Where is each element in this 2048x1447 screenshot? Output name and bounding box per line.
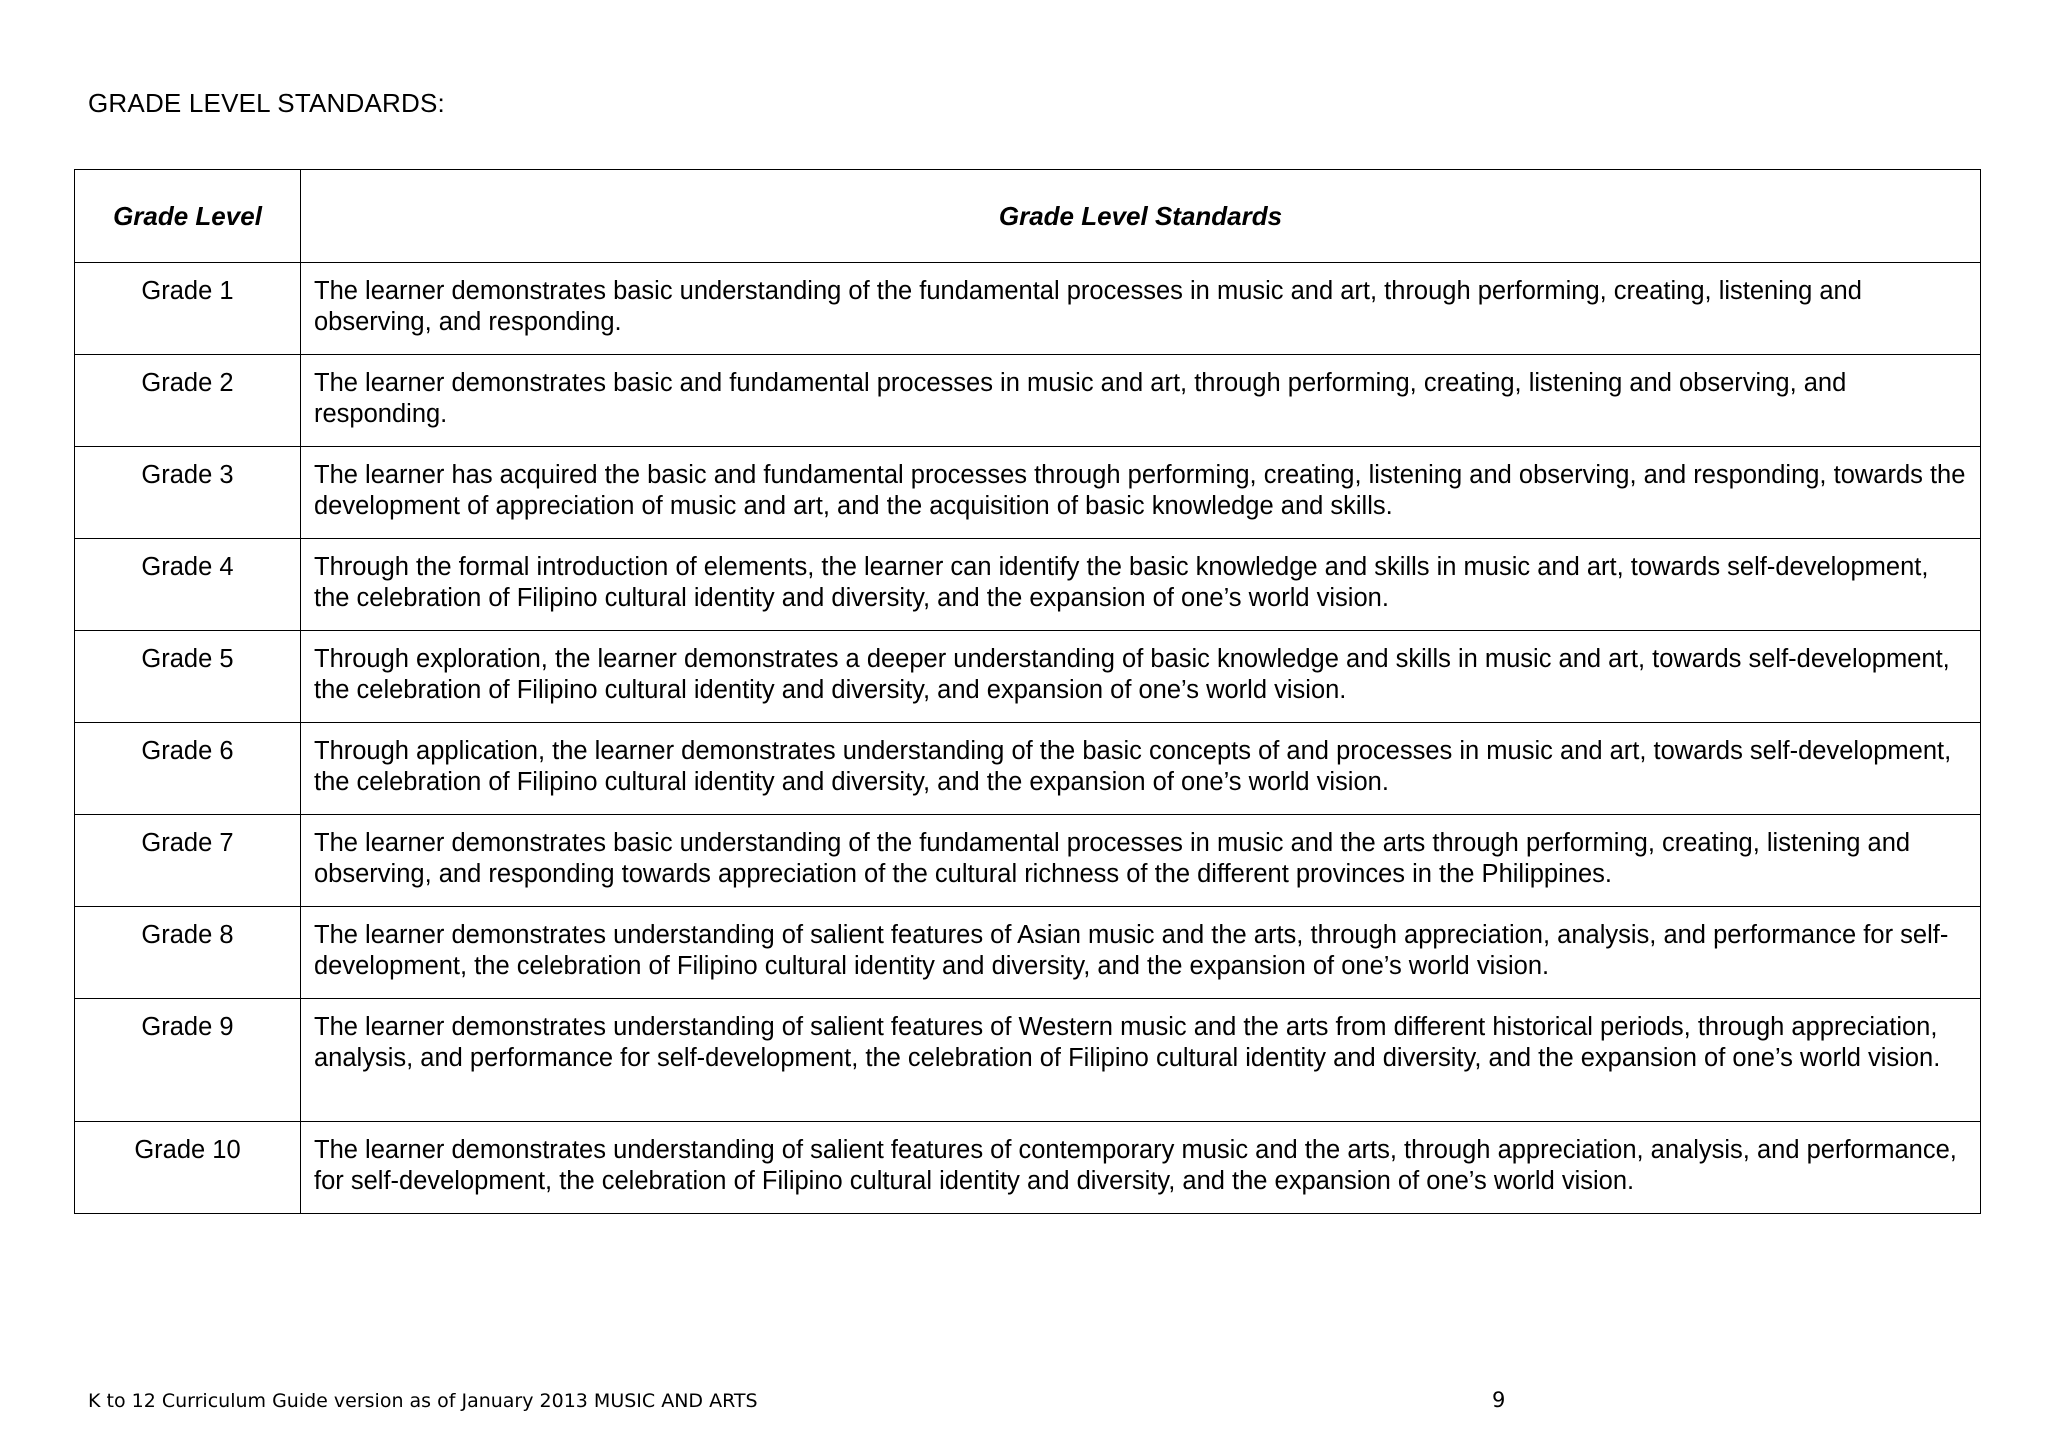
table-row bbox=[75, 447, 1981, 539]
header-grade-level-standards: Grade Level Standards bbox=[301, 170, 1981, 263]
grade-cell: Grade 9 bbox=[75, 999, 301, 1122]
table-row bbox=[75, 539, 1981, 631]
grade-cell: Grade 4 bbox=[75, 539, 301, 631]
table-row bbox=[75, 815, 1981, 907]
grade-cell: Grade 3 bbox=[75, 447, 301, 539]
footer-text: K to 12 Curriculum Guide version as of January 2013 MUSIC AND ARTS bbox=[88, 1390, 758, 1412]
page-number: 9 bbox=[1492, 1388, 1506, 1412]
grade-cell: Grade 7 bbox=[75, 815, 301, 907]
standard-cell: The learner demonstrates basic understanding of the fundamental processes in music and art, through performing, creating, listening and observing, and responding. bbox=[301, 263, 1981, 355]
grade-cell: Grade 5 bbox=[75, 631, 301, 723]
grade-cell: Grade 8 bbox=[75, 907, 301, 999]
page-heading: GRADE LEVEL STANDARDS: bbox=[88, 88, 445, 118]
standard-cell: The learner demonstrates basic understanding of the fundamental processes in music and the arts through performing, creating, listening and observing, and responding towards appreciation of the cultural richness of the different provinces in the Philippines. bbox=[301, 815, 1981, 907]
table-row bbox=[75, 999, 1981, 1122]
grade-cell: Grade 2 bbox=[75, 355, 301, 447]
standard-cell: Through exploration, the learner demonstrates a deeper understanding of basic knowledge and skills in music and art, towards self-development, the celebration of Filipino cultural identity and diversity, and expansion of one’s world vision. bbox=[301, 631, 1981, 723]
standard-cell: The learner has acquired the basic and fundamental processes through performing, creating, listening and observing, and responding, towards the development of appreciation of music and art, and the acquisition of basic knowledge and skills. bbox=[301, 447, 1981, 539]
grade-cell: Grade 10 bbox=[75, 1122, 301, 1214]
standard-cell: Through the formal introduction of elements, the learner can identify the basic knowledge and skills in music and art, towards self-development, the celebration of Filipino cultural identity and diversity, and the expansion of one’s world vision. bbox=[301, 539, 1981, 631]
header-grade-level: Grade Level bbox=[75, 170, 301, 263]
table-header-row bbox=[75, 170, 1981, 263]
grade-level-standards-table bbox=[74, 169, 1981, 1214]
table-row bbox=[75, 907, 1981, 999]
standard-cell: The learner demonstrates basic and fundamental processes in music and art, through performing, creating, listening and observing, and responding. bbox=[301, 355, 1981, 447]
grade-cell: Grade 6 bbox=[75, 723, 301, 815]
table-row bbox=[75, 355, 1981, 447]
standard-cell: The learner demonstrates understanding of salient features of contemporary music and the arts, through appreciation, analysis, and performance, for self-development, the celebration of Filipino cultural identity and diversity, and the expansion of one’s world vision. bbox=[301, 1122, 1981, 1214]
table-row bbox=[75, 723, 1981, 815]
grade-cell: Grade 1 bbox=[75, 263, 301, 355]
table-row bbox=[75, 1122, 1981, 1214]
standard-cell: The learner demonstrates understanding of salient features of Western music and the arts from different historical periods, through appreciation, analysis, and performance for self-development, the celebration of Filipino cultural identity and diversity, and the expansion of one’s world vision. bbox=[301, 999, 1981, 1122]
table-row bbox=[75, 631, 1981, 723]
standard-cell: Through application, the learner demonstrates understanding of the basic concepts of and processes in music and art, towards self-development, the celebration of Filipino cultural identity and diversity, and the expansion of one’s world vision. bbox=[301, 723, 1981, 815]
standard-cell: The learner demonstrates understanding of salient features of Asian music and the arts, through appreciation, analysis, and performance for self-development, the celebration of Filipino cultural identity and diversity, and the expansion of one’s world vision. bbox=[301, 907, 1981, 999]
table-row bbox=[75, 263, 1981, 355]
